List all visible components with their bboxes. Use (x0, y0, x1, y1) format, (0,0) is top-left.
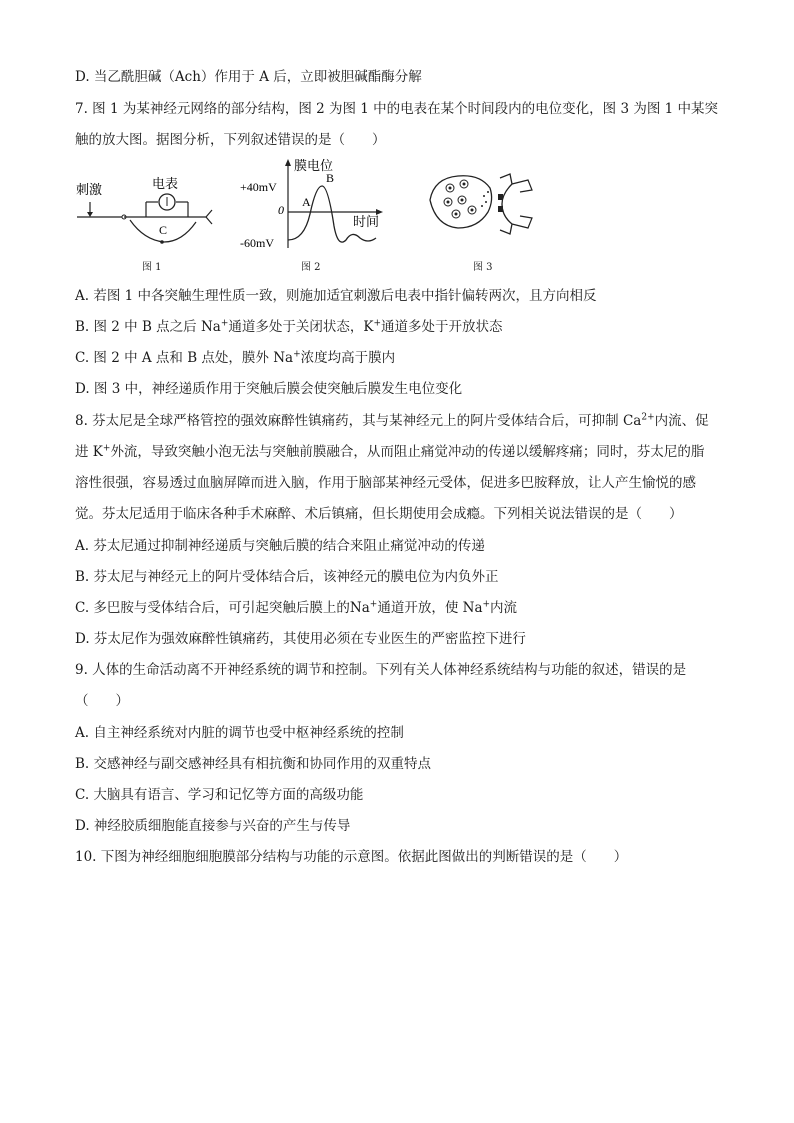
figure-3-synapse (428, 170, 538, 240)
q7-option-c: C. 图 2 中 A 点和 B 点处，膜外 Na+浓度均高于膜内 (75, 349, 396, 366)
fig2-zero-tick: 0 (278, 203, 284, 217)
q9-stem-line1: 9. 人体的生命活动离不开神经系统的调节和控制。下列有关人体神经系统结构与功能的叙述，错误的是 (75, 662, 687, 678)
q8-stem-line2: 进 K+外流，导致突触小泡无法与突触前膜融合，从而阻止痛觉冲动的传递以缓解疼痛；同时，芬太尼的脂 (75, 443, 705, 460)
fig2-bottom-tick: -60mV (240, 236, 274, 250)
q8-option-d: D. 芬太尼作为强效麻醉性镇痛药，其使用必须在专业医生的严密监控下进行 (75, 631, 526, 647)
fig1-meter-label: 电表 (152, 176, 179, 191)
figure-1-neuron-network (72, 170, 222, 250)
q8-stem-line4: 觉。芬太尼适用于临床各种手术麻醉、术后镇痛，但长期使用会成瘾。下列相关说法错误的是（ ） (75, 506, 683, 522)
q6-option-d: D. 当乙酰胆碱（Ach）作用于 A 后，立即被胆碱酯酶分解 (75, 69, 422, 85)
figure-2-caption: 图 2 (301, 262, 321, 273)
q8-stem-line1: 8. 芬太尼是全球严格管控的强效麻醉性镇痛药，其与某神经元上的阿片受体结合后，可抑制 $Ca^{2+}$内流、促 (75, 412, 709, 429)
q8-stem-line3: 溶性很强，容易透过血脑屏障而进入脑，作用于脑部某神经元受体，促进多巴胺释放，让人产生愉悦的感 (75, 475, 696, 491)
fig2-top-tick: +40mV (240, 180, 277, 194)
q7-option-b: B. 图 2 中 B 点之后 Na+通道多处于关闭状态，K+通道多处于开放状态 (75, 318, 503, 335)
figure-3-caption: 图 3 (473, 262, 493, 273)
fig2-point-b: B (326, 171, 335, 185)
q10-stem: 10. 下图为神经细胞细胞膜部分结构与功能的示意图。依据此图做出的判断错误的是（ ） (75, 849, 628, 865)
q7-stem-line2: 触的放大图。据图分析，下列叙述错误的是（ ） (75, 132, 386, 148)
q8-option-c: C. 多巴胺与受体结合后，可引起突触后膜上的Na+通道开放，使 Na+内流 (75, 599, 518, 616)
q9-option-d: D. 神经胶质细胞能直接参与兴奋的产生与传导 (75, 818, 351, 834)
fig1-stimulus-label: 刺激 (76, 182, 103, 197)
q7-option-d: D. 图 3 中，神经递质作用于突触后膜会使突触后膜发生电位变化 (75, 381, 463, 397)
q7-stem-line1: 7. 图 1 为某神经元网络的部分结构，图 2 为图 1 中的电表在某个时间段内的电位变化，图 3 为图 1 中某突 (75, 101, 719, 117)
q9-option-c: C. 大脑具有语言、学习和记忆等方面的高级功能 (75, 787, 364, 803)
q7-option-a: A. 若图 1 中各突触生理性质一致，则施加适宜刺激后电表中指针偏转两次，且方向相反 (75, 288, 597, 304)
q9-option-a: A. 自主神经系统对内脏的调节也受中枢神经系统的控制 (75, 725, 404, 741)
figure-1-caption: 图 1 (142, 262, 162, 273)
q9-stem-line2: （ ） (75, 693, 129, 709)
q8-option-b: B. 芬太尼与神经元上的阿片受体结合后，该神经元的膜电位为内负外正 (75, 569, 499, 585)
fig2-x-axis-label: 时间 (353, 214, 380, 229)
fig1-c-label: C (159, 223, 168, 237)
fig2-point-a: A (302, 195, 311, 209)
q8-option-a: A. 芬太尼通过抑制神经递质与突触后膜的结合来阻止痛觉冲动的传递 (75, 538, 485, 554)
figure-2-membrane-potential (238, 156, 398, 254)
q9-option-b: B. 交感神经与副交感神经具有相抗衡和协同作用的双重特点 (75, 756, 432, 772)
fig2-y-axis-label: 膜电位 (294, 158, 334, 173)
